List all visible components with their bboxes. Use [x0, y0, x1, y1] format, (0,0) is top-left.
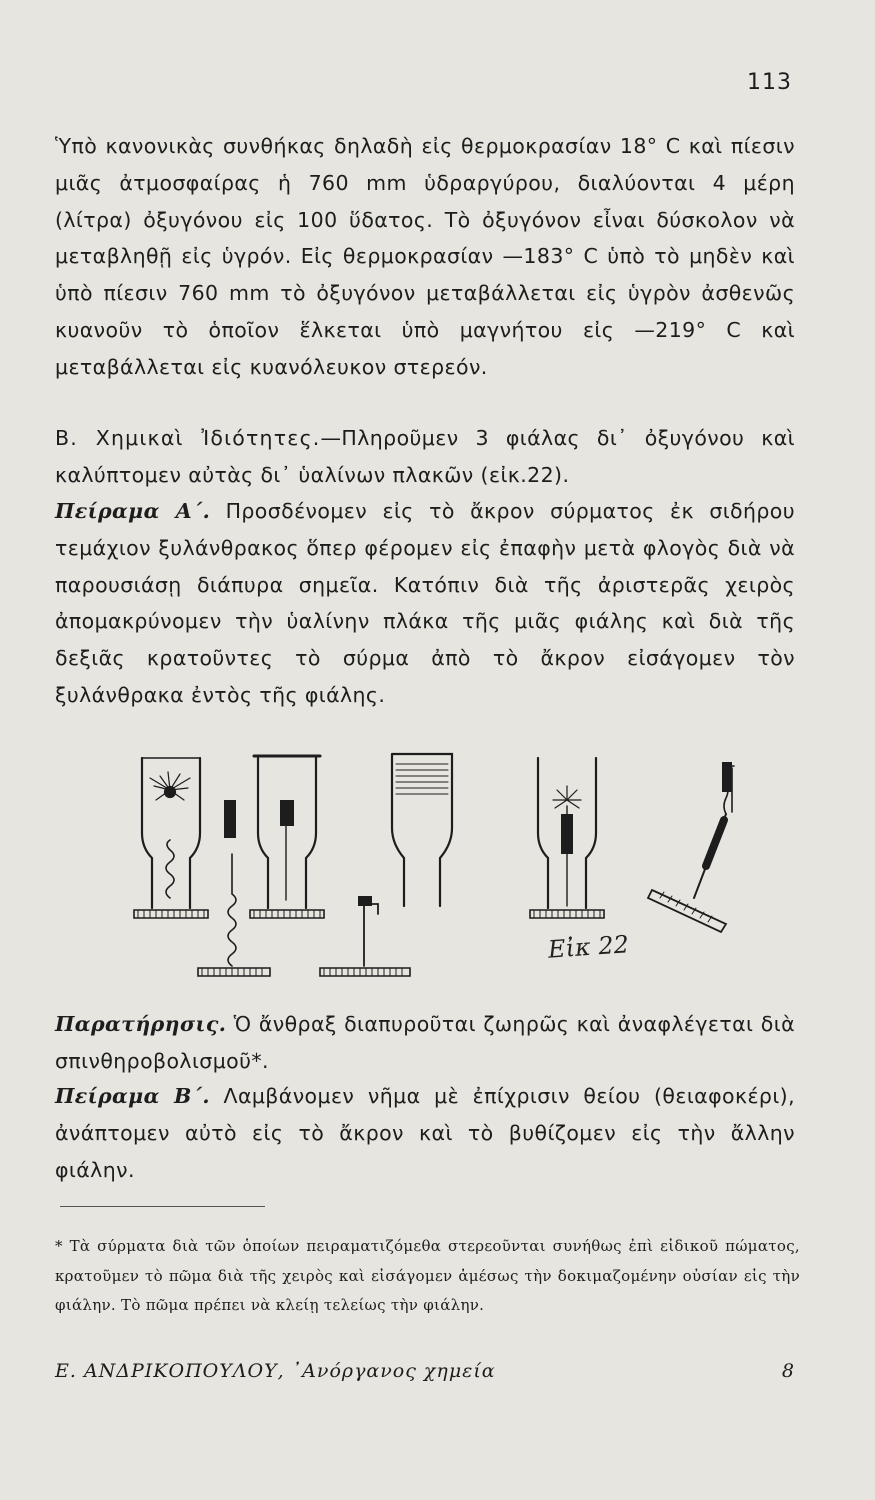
- footnote-rule: [60, 1206, 265, 1207]
- experiment-b-label: Πείραμα Β΄.: [55, 1084, 210, 1108]
- bottle-2-covered: [250, 756, 324, 918]
- observation-label: Παρατήρησις.: [55, 1012, 227, 1036]
- experiment-a-text: Προσδένομεν εἰς τὸ ἄκρον σύρματος ἐκ σιδήρου τεμάχιον ξυλάνθρακος ὅπερ φέρομεν εἰς ἐπαφὴν μετὰ φλογὸς διὰ νὰ παρουσιάσῃ διάπυρα σημεῖα. Κατόπιν διὰ τῆς ἀριστερᾶς χειρὸς ἀπομακρύνομεν τὴν ὑαλίνην πλάκα τῆς μιᾶς φιάλης καὶ διὰ τῆς δεξιᾶς κρατοῦντες τὸ σύρμα ἀπὸ τὸ ἄκρον εἰσάγομεν τὸν ξυλάνθρακα ἐντὸς τῆς φιάλης.: [55, 499, 795, 707]
- section-b-text: —Πληροῦμεν 3 φιάλας δι᾽ ὀξυγόνου καὶ καλύπτομεν αὐτὰς δι᾽ ὑαλίνων πλακῶν (εἰκ.22).: [55, 426, 795, 487]
- observation-text: Ὁ ἄνθραξ διαπυροῦται ζωηρῶς καὶ ἀναφλέγεται διὰ σπινθηροβολισμοῦ*.: [55, 1012, 795, 1073]
- paragraph-oxygen-solubility: Ὑπὸ κανονικὰς συνθήκας δηλαδὴ εἰς θερμοκρασίαν 18° C καὶ πίεσιν μιᾶς ἀτμοσφαίρας ἡ 760 mm ὑδραργύρου, διαλύονται 4 μέρη (λίτρα) ὀξυγόνου εἰς 100 ὕδατος. Τὸ ὀξυγόνον εἶναι δύσκολον νὰ μεταβληθῇ εἰς ὑγρόν. Εἰς θερμοκρασίαν —183° C ὑπὸ τὸ μηδὲν καὶ ὑπὸ πίεσιν 760 mm τὸ ὀξυγόνον μεταβάλλεται εἰς ὑγρὸν ἀσθενῶς κυανοῦν τὸ ὁποῖον ἕλκεται ὑπὸ μαγνήτου εἰς —219° C καὶ μεταβάλλεται εἰς κυανόλευκον στερεόν.: [55, 134, 795, 379]
- page-footer: [55, 1360, 795, 1382]
- bottle-1-sparking-charcoal: [134, 758, 208, 918]
- experiment-b-text: Λαμβάνομεν νῆμα μὲ ἐπίχρισιν θείου (θειαφοκέρι), ἀνάπτομεν αὐτὸ εἰς τὸ ἄκρον καὶ τὸ βυθίζομεν εἰς τὴν ἄλλην φιάλην.: [55, 1084, 795, 1182]
- experiment-a-label: Πείραμα Α΄.: [55, 499, 211, 523]
- footnote: * Τὰ σύρματα διὰ τῶν ὁποίων πειραματιζόμεθα στερεοῦνται συνήθως ἐπὶ εἰδικοῦ πώματος, κρατοῦμεν τὸ πῶμα διὰ τῆς χειρὸς καὶ εἰσάγομεν ἀμέσως τὴν δοκιμαζομένην οὐσίαν εἰς τὴν φιάλην. Τὸ πῶμα πρέπει νὰ κλείῃ τελείως τὴν φιάλην.: [55, 1237, 800, 1314]
- footer-author-title: Ε. ΑΝΔΡΙΚΟΠΟΥΛΟΥ, ᾿Ανόργανος χημεία: [55, 1360, 496, 1382]
- bottle-4-burning-charcoal: [530, 758, 604, 918]
- footer-signature-mark: 8: [781, 1360, 795, 1382]
- bottle-3-inverted: [392, 754, 452, 906]
- section-b-heading: Β. Χημικαὶ Ἰδιότητες.: [55, 426, 321, 450]
- figure-22: [120, 748, 790, 988]
- page-number: 113: [747, 70, 792, 95]
- hook-stand: [320, 896, 410, 976]
- tilted-glass-plate: [648, 762, 734, 932]
- experiment-a-paragraph: [55, 493, 795, 714]
- figure-22-drawing: [120, 748, 790, 988]
- observation-paragraph: [55, 1006, 795, 1080]
- experiment-b-paragraph: [55, 1078, 795, 1188]
- figure-caption: Εἰκ 22: [547, 930, 630, 964]
- coil-stand: [198, 800, 270, 976]
- section-b-paragraph: [55, 420, 795, 494]
